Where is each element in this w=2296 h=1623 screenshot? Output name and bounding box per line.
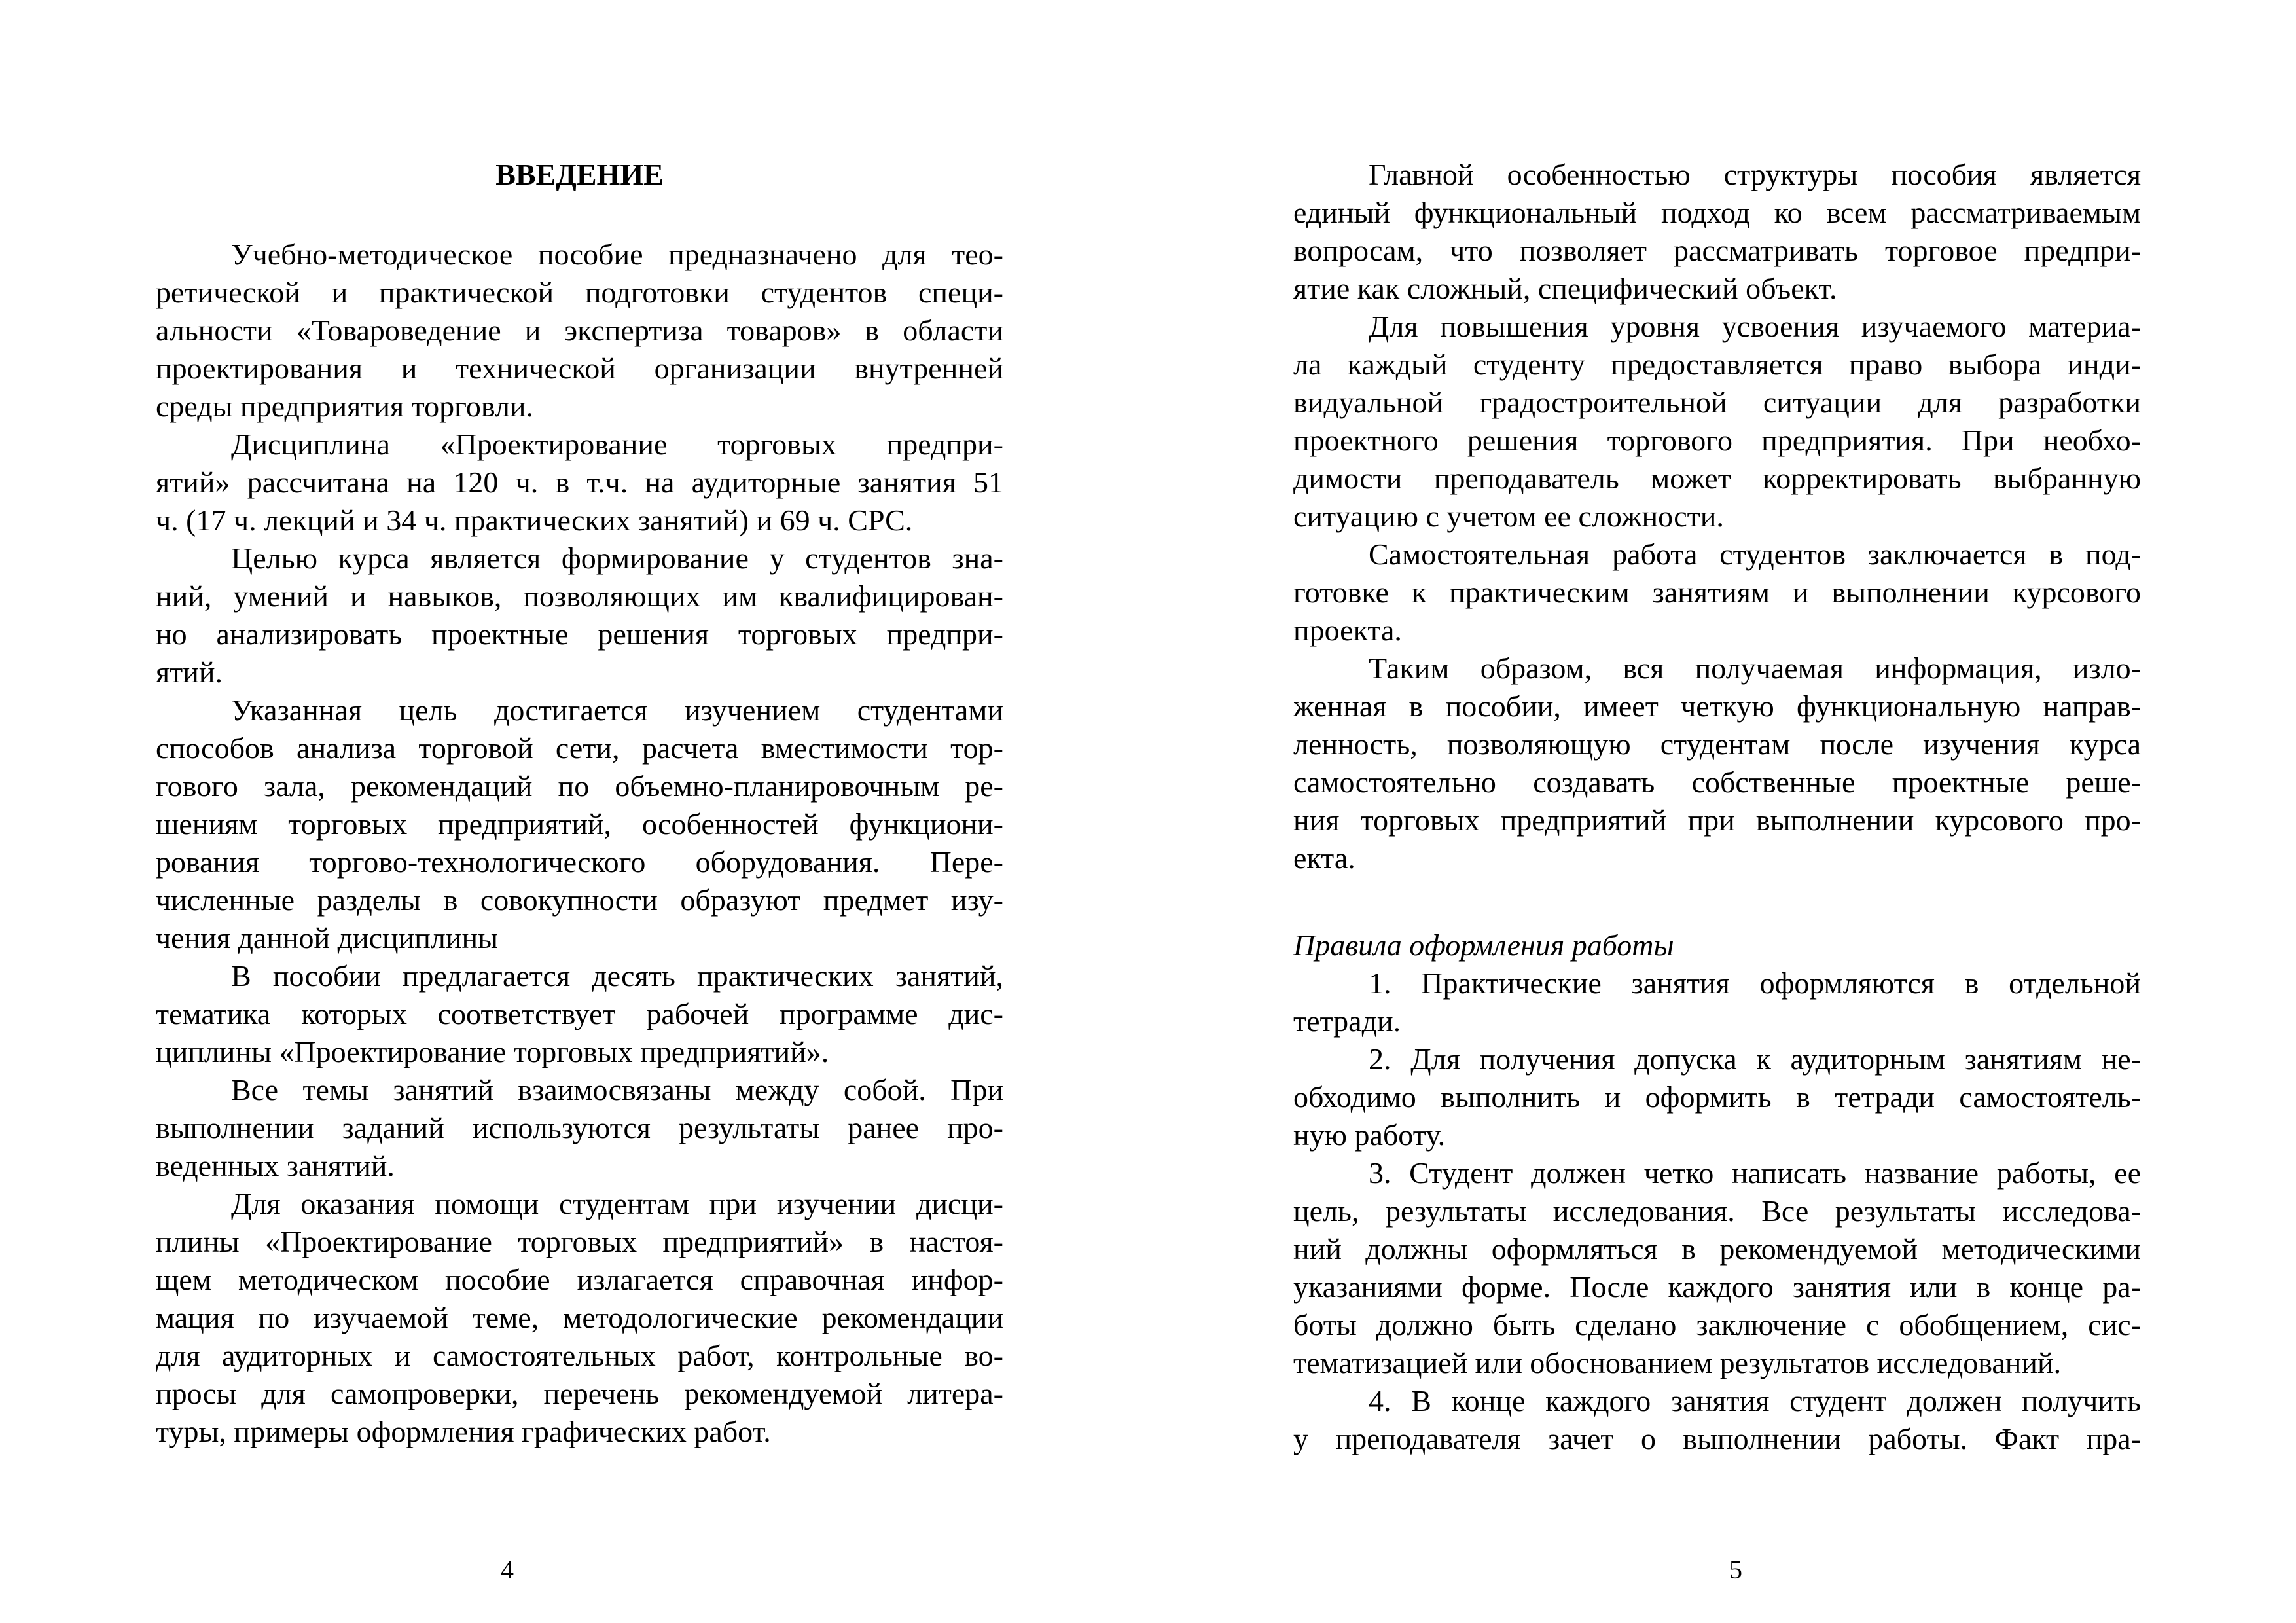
- text-line: Указанная цель достигается изучением студентами: [231, 693, 1003, 727]
- page-title: ВВЕДЕНИЕ: [495, 158, 664, 191]
- text-line: щем методическом пособие излагается справочная инфор-: [156, 1263, 1003, 1296]
- text-line: ний, умений и навыков, позволяющих им квалифицирован-: [156, 579, 1003, 613]
- text-line: выполнении заданий используются результаты ранее про-: [156, 1111, 1003, 1144]
- text-line: вопросам, что позволяет рассматривать торговое предпри-: [1293, 234, 2141, 267]
- text-line: шениям торговых предприятий, особенностей функциони-: [156, 807, 1003, 841]
- text-line: единый функциональный подход ко всем рассматриваемым: [1293, 196, 2141, 229]
- right-page: [1148, 0, 2296, 1623]
- page-number: 5: [1729, 1555, 1742, 1584]
- text-line: для аудиторных и самостоятельных работ, контрольные во-: [156, 1339, 1003, 1372]
- text-line: Таким образом, вся получаемая информация, изло-: [1369, 651, 2141, 685]
- text-line: Дисциплина «Проектирование торговых предпри-: [231, 428, 1003, 461]
- text-line: В пособии предлагается десять практических занятий,: [231, 959, 1003, 993]
- text-line: цель, результаты исследования. Все результаты исследова-: [1293, 1194, 2141, 1228]
- text-line: мация по изучаемой теме, методологические рекомендации: [156, 1301, 1003, 1334]
- text-line: Главной особенностью структуры пособия является: [1369, 158, 2141, 191]
- text-line: указаниями форме. После каждого занятия или в конце ра-: [1293, 1270, 2141, 1304]
- text-line: ятий.: [156, 655, 223, 689]
- text-line: но анализировать проектные решения торговых предпри-: [156, 617, 1003, 651]
- text-line: проектного решения торгового предприятия. При необхо-: [1293, 424, 2141, 457]
- text-line: женная в пособии, имеет четкую функциональную направ-: [1293, 689, 2141, 723]
- text-line: самостоятельно создавать собственные проектные реше-: [1293, 765, 2141, 799]
- text-line: 4. В конце каждого занятия студент должен получить: [1369, 1384, 2141, 1417]
- section-subheading: Правила оформления работы: [1293, 928, 1674, 962]
- page-number: 4: [501, 1555, 514, 1584]
- text-line: способов анализа торговой сети, расчета вместимости тор-: [156, 731, 1003, 765]
- text-line: екта.: [1293, 841, 1355, 875]
- text-line: обходимо выполнить и оформить в тетради самостоятель-: [1293, 1080, 2141, 1114]
- text-line: ч. (17 ч. лекций и 34 ч. практических занятий) и 69 ч. СРС.: [156, 503, 913, 537]
- text-line: проектирования и технической организации внутренней: [156, 352, 1003, 385]
- text-line: Все темы занятий взаимосвязаны между собой. При: [231, 1073, 1003, 1106]
- text-line: ситуацию с учетом ее сложности.: [1293, 500, 1724, 533]
- text-line: тетради.: [1293, 1004, 1401, 1038]
- text-line: рования торгово-технологического оборудования. Пере-: [156, 845, 1003, 879]
- text-line: среды предприятия торговли.: [156, 390, 534, 423]
- text-line: ятие как сложный, специфический объект.: [1293, 272, 1837, 305]
- text-line: циплины «Проектирование торговых предприятий».: [156, 1035, 829, 1068]
- text-line: видуальной градостроительной ситуации для разработки: [1293, 386, 2141, 419]
- text-line: ную работу.: [1293, 1118, 1446, 1152]
- text-line: плины «Проектирование торговых предприятий» в настоя-: [156, 1225, 1003, 1258]
- text-line: альности «Товароведение и экспертиза товаров» в области: [156, 314, 1003, 347]
- text-line: численные разделы в совокупности образуют предмет изу-: [156, 883, 1003, 917]
- text-line: ний должны оформляться в рекомендуемой методическими: [1293, 1232, 2141, 1266]
- right-page-text: [1293, 156, 2141, 1458]
- left-page-text: [156, 156, 1003, 1451]
- text-line: просы для самопроверки, перечень рекомендуемой литера-: [156, 1377, 1003, 1410]
- text-line: готовке к практическим занятиям и выполнении курсового: [1293, 575, 2141, 609]
- text-line: ретической и практической подготовки студентов специ-: [156, 276, 1003, 309]
- text-line: ятий» рассчитана на 120 ч. в т.ч. на аудиторные занятия 51: [156, 465, 1003, 499]
- text-line: ния торговых предприятий при выполнении курсового про-: [1293, 803, 2141, 837]
- text-line: Целью курса является формирование у студентов зна-: [231, 541, 1003, 575]
- text-line: у преподавателя зачет о выполнении работы. Факт пра-: [1293, 1422, 2141, 1455]
- text-line: 3. Студент должен четко написать название работы, ее: [1369, 1156, 2141, 1190]
- text-line: Самостоятельная работа студентов заключается в под-: [1369, 538, 2141, 571]
- text-line: димости преподаватель может корректировать выбранную: [1293, 462, 2141, 495]
- text-line: Для оказания помощи студентам при изучении дисци-: [231, 1187, 1003, 1220]
- text-line: ленность, позволяющую студентам после изучения курса: [1293, 727, 2141, 761]
- text-line: 1. Практические занятия оформляются в отдельной: [1369, 966, 2141, 1000]
- text-line: 2. Для получения допуска к аудиторным занятиям не-: [1369, 1042, 2141, 1076]
- text-line: ла каждый студенту предоставляется право выбора инди-: [1293, 348, 2141, 381]
- text-line: туры, примеры оформления графических работ.: [156, 1415, 771, 1448]
- text-line: проекта.: [1293, 613, 1402, 647]
- text-line: Учебно-методическое пособие предназначено для тео-: [231, 238, 1003, 271]
- text-line: гового зала, рекомендаций по объемно-планировочным ре-: [156, 769, 1003, 803]
- text-line: тематизацией или обоснованием результатов исследований.: [1293, 1346, 2062, 1379]
- text-line: веденных занятий.: [156, 1149, 395, 1182]
- text-line: тематика которых соответствует рабочей программе дис-: [156, 997, 1003, 1030]
- text-line: боты должно быть сделано заключение с обобщением, сис-: [1293, 1308, 2141, 1341]
- text-line: Для повышения уровня усвоения изучаемого материа-: [1369, 310, 2141, 343]
- text-line: чения данной дисциплины: [156, 921, 499, 955]
